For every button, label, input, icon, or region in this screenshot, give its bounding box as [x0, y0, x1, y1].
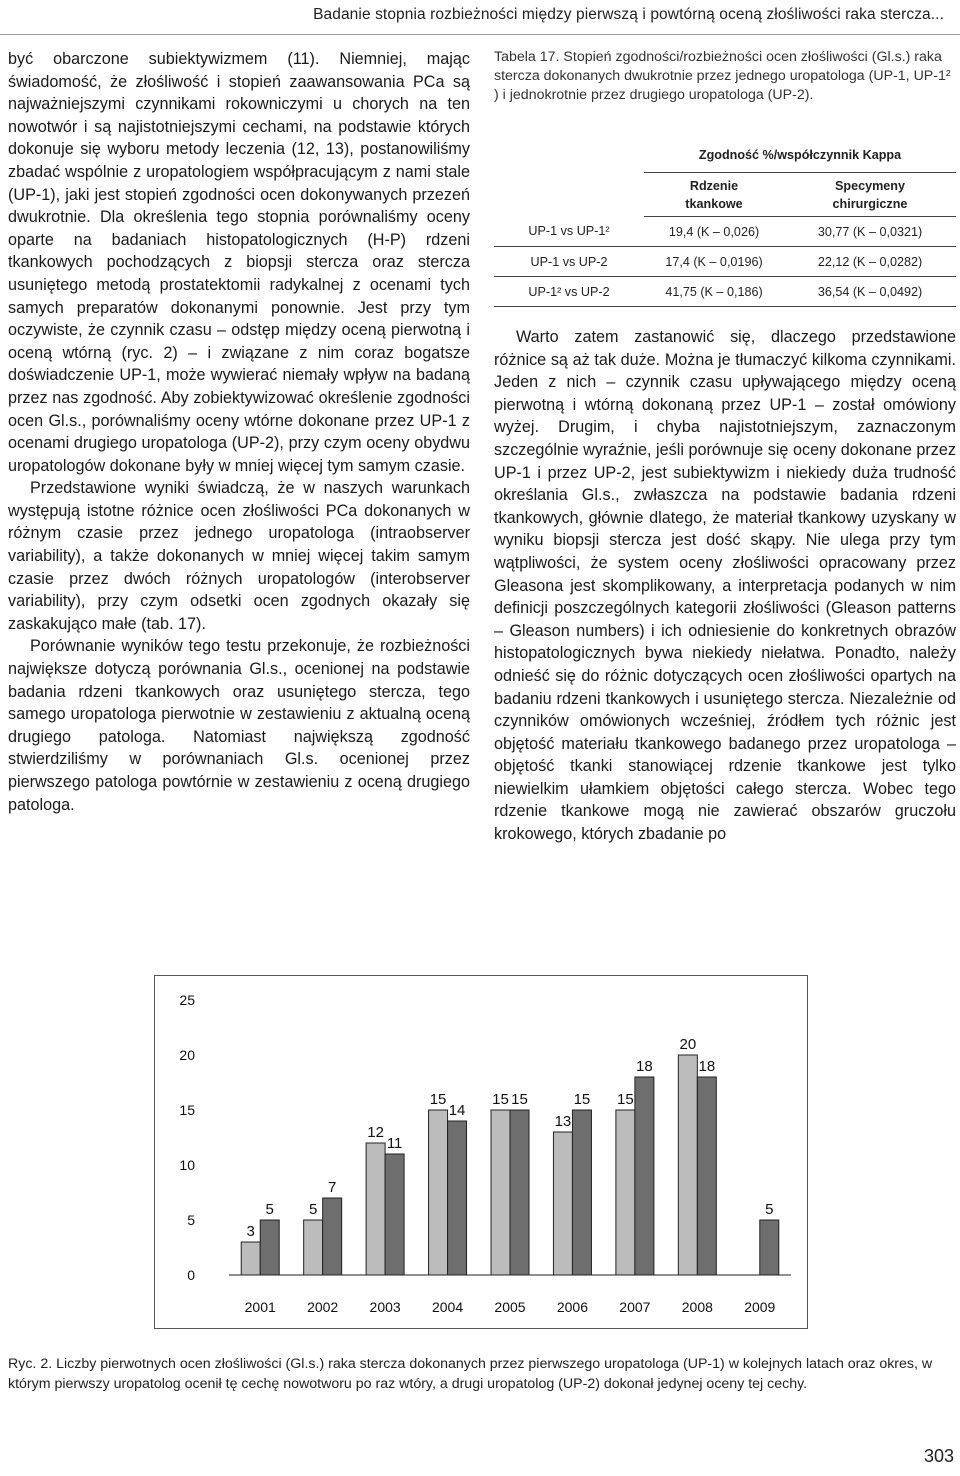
- bar: [491, 1110, 510, 1275]
- x-tick-label: 2006: [556, 1299, 589, 1315]
- bar: [635, 1077, 654, 1275]
- bar-data-label: 14: [448, 1102, 466, 1119]
- header-rule: [0, 34, 960, 35]
- bar: [260, 1220, 279, 1275]
- bar-data-label: 15: [573, 1091, 591, 1108]
- cell-specymeny: 22,12 (K – 0,0282): [784, 247, 956, 277]
- x-tick-label: 2003: [369, 1299, 401, 1315]
- column-header-line: tkankowe: [685, 196, 743, 211]
- table-row: [494, 247, 956, 277]
- bar: [241, 1242, 260, 1275]
- bar: [760, 1220, 779, 1275]
- left-text-column: [8, 48, 470, 816]
- column-header-line: chirurgiczne: [832, 196, 908, 211]
- bar: [572, 1110, 591, 1275]
- figure-caption: Ryc. 2. Liczby pierwotnych ocen złośliwości (Gl.s.) raka stercza dokonanych przez pierwszego uropatologa (UP-1) w kolejnych latach oraz okres, w którym pierwszy uropatolog ocenił tę cechę nowotworu po raz wtóry, a drugi uropatolog (UP-2) dokonał jedynej oceny tej cechy.: [8, 1356, 933, 1392]
- paragraph: Przedstawione wyniki świadczą, że w naszych warunkach występują istotne różnice ocen złośliwości PCa dokonanych w różnym czasie przez jednego uropatologa (intraobserver variability), a także dokonanych w mniej więcej takim samym czasie przez dwóch różnych uropatologów (interobserver variability), przy czym odsetki ocen zgodnych okazały się zaskakująco małe (tab. 17).: [8, 479, 470, 633]
- x-tick-label: 2007: [619, 1299, 651, 1315]
- bar-data-label: 3: [246, 1223, 255, 1240]
- bar-data-label: 15: [492, 1091, 509, 1108]
- bar-data-label: 5: [308, 1201, 318, 1218]
- table-group-header: Zgodność %/współczynnik Kappa: [644, 138, 956, 173]
- x-tick-label: 2002: [307, 1299, 339, 1315]
- y-tick-label: 20: [179, 1047, 195, 1063]
- bar-chart: [155, 976, 807, 1328]
- y-tick-label: 0: [187, 1267, 195, 1283]
- bar: [385, 1154, 404, 1275]
- bar-chart-frame: [154, 975, 808, 1329]
- cell-rdzenie: 19,4 (K – 0,026): [644, 217, 784, 247]
- x-tick-label: 2008: [681, 1299, 713, 1315]
- bar: [697, 1077, 716, 1275]
- bar-data-label: 18: [636, 1058, 653, 1075]
- table-row: [494, 277, 956, 307]
- row-label: UP-1 vs UP-1²: [494, 217, 644, 247]
- cell-rdzenie: 41,75 (K – 0,186): [644, 277, 784, 307]
- table-row: [494, 217, 956, 247]
- row-label: UP-1² vs UP-2: [494, 277, 644, 307]
- bar-data-label: 15: [617, 1091, 634, 1108]
- row-label: UP-1 vs UP-2: [494, 247, 644, 277]
- bar: [553, 1132, 572, 1275]
- bar: [366, 1143, 385, 1275]
- bar-data-label: 12: [367, 1124, 384, 1141]
- x-tick-label: 2004: [431, 1299, 464, 1315]
- y-tick-label: 5: [187, 1212, 195, 1228]
- bar-data-label: 18: [698, 1058, 716, 1075]
- cell-rdzenie: 17,4 (K – 0,0196): [644, 247, 784, 277]
- kappa-table: [494, 138, 956, 307]
- table-caption: Tabela 17. Stopień zgodności/rozbieżności ocen złośliwości (Gl.s.) raka stercza dokonanych dwukrotnie przez jednego uropatologa (UP-1, UP-1² ) i jednokrotnie przez drugiego uropatologa (UP-2).: [494, 49, 951, 103]
- column-header-line: Rdzenie: [689, 178, 739, 193]
- bar: [510, 1110, 529, 1275]
- table-corner: [494, 173, 644, 217]
- paragraph: Warto zatem zastanowić się, dlaczego przedstawione różnice są aż tak duże. Można je tłumaczyć kilkoma czynnikami. Jeden z nich – czynnik czasu upływającego między oceną pierwotną i wtórną dokonaną przez UP-1 – został omówiony wyżej. Drugim, i chyba najistotniejszym, zaznaczonym szczególnie wyraźnie, jeśli porównuje się oceny dokonane przez UP-1 i przez UP-2, jest subiektywizm i niekiedy duża trudność określania Gl.s., zwłaszcza na podstawie badania rdzeni tkankowych, głównie dlatego, że materiał tkankowy uzyskany w wyniku biopsji stercza jest dość skąpy. Nie ulega przy tym wątpliwości, że system oceny złośliwości opracowany przez Gleasona jest skomplikowany, a interpretacja podanych w nim definicji poszczególnych kategorii złośliwości (Gleason patterns – Gleason numbers) i ich odniesienie do konkretnych obrazów histopatologicznych bywa niekiedy niełatwa. Ponadto, należy odnieść się do różnic dotyczących ocen złośliwości opartych na badaniu rdzeni tkankowych i usuniętego stercza. Niezależnie od czynników omówionych wcześniej, źródłem tych różnic jest objętość materiału tkankowego badanego przez uropatologa – objętość tkanki stanowiącej rdzenie tkankowe jest tylko niewielkim ułamkiem objętości całego stercza. Wobec tego rdzenie tkankowe mogą nie zawierać obszarów gruczołu krokowego, których zbadanie po: [494, 328, 956, 844]
- paragraph: być obarczone subiektywizmem (11). Niemniej, mając świadomość, że złośliwość i stopień zaawansowania PCa są najważniejszymi czynnikami rokowniczymi u chorych na ten nowotwór i są najistotniejszymi cechami, na podstawie których dokonuje się wyboru metody leczenia (12, 13), postanowiliśmy zbadać wspólnie z uropatologiem współpracującym z nami stale (UP-1), jaki jest stopień zgodności ocen dokonywanych przezeń dwukrotnie. Dla określenia tego stopnia porównaliśmy oceny oparte na badaniach histopatologicznych (H-P) rdzeni tkankowych pochodzących z biopsji stercza oraz stercza usuniętego metodą prostatektomii radykalnej z ocenami tych samych preparatów dokonanymi ponownie. Jest przy tym oczywiste, że czynnik czasu – odstęp między oceną pierwotną i oceną wtórną (ryc. 2) – i związane z nim coraz bogatsze doświadczenie UP-1, może wywierać niemały wpływ na badaną przez nas zgodność. Aby zobiektywizować określenie zgodności ocen Gl.s., porównaliśmy oceny wtórne dokonane przez UP-1 z ocenami drugiego uropatologa (UP-2), przy czym oceny obydwu uropatologów dokonane były w mniej więcej tym samym czasie.: [8, 50, 470, 475]
- bar: [323, 1198, 342, 1275]
- bar-data-label: 11: [386, 1135, 403, 1152]
- y-tick-label: 10: [179, 1157, 195, 1173]
- bar: [448, 1121, 467, 1275]
- running-head: Badanie stopnia rozbieżności między pierwszą i powtórną oceną złośliwości raka stercza...: [313, 6, 944, 23]
- x-tick-label: 2009: [744, 1299, 776, 1315]
- column-header-line: Specymeny: [834, 178, 905, 193]
- x-tick-label: 2001: [244, 1299, 276, 1315]
- table-corner: [494, 138, 644, 173]
- bar-data-label: 5: [265, 1201, 274, 1218]
- right-text-column: [494, 326, 956, 846]
- bar: [616, 1110, 635, 1275]
- paragraph: Porównanie wyników tego testu przekonuje, że rozbieżności największe dotyczą porównania Gl.s., ocenionej na podstawie badania rdzeni tkankowych oraz usuniętego stercza, tego samego uropatologa pierwotnie w zestawieniu z aktualną oceną drugiego patologa. Natomiast największą zgodność stwierdziliśmy w porównaniach Gl.s. ocenionej przez pierwszego patologa powtórnie w zestawieniu z oceną drugiego patologa.: [8, 637, 470, 814]
- bar-data-label: 15: [429, 1091, 447, 1108]
- column-header-rdzenie: [644, 173, 784, 217]
- bar: [678, 1055, 697, 1275]
- page-number: 303: [923, 1446, 954, 1466]
- bar-data-label: 20: [679, 1036, 697, 1053]
- cell-specymeny: 30,77 (K – 0,0321): [784, 217, 956, 247]
- bar-data-label: 13: [554, 1113, 572, 1130]
- bar-data-label: 15: [511, 1091, 528, 1108]
- bar-data-label: 5: [765, 1201, 774, 1218]
- bar: [304, 1220, 323, 1275]
- column-header-specymeny: [784, 173, 956, 217]
- cell-specymeny: 36,54 (K – 0,0492): [784, 277, 956, 307]
- y-tick-label: 15: [179, 1102, 195, 1118]
- bar: [429, 1110, 448, 1275]
- bar-data-label: 7: [327, 1179, 337, 1196]
- x-tick-label: 2005: [494, 1299, 526, 1315]
- y-tick-label: 25: [179, 992, 195, 1008]
